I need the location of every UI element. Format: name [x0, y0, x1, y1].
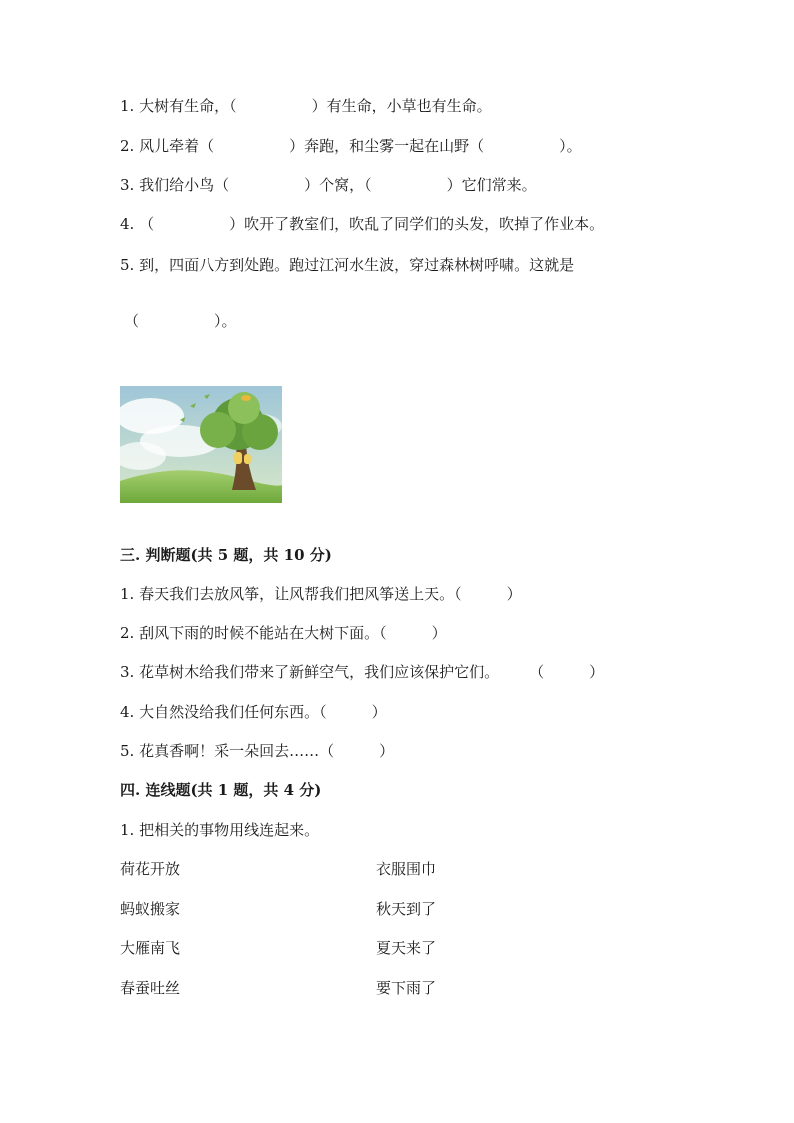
match-left-1: 荷花开放: [120, 860, 181, 878]
match-left-3: 大雁南飞: [120, 939, 181, 957]
match-right-4: 要下雨了: [376, 979, 437, 997]
match-instruction: 1. 把相关的事物用线连起来。: [120, 821, 320, 839]
fill-blank-4: 4. （ ）吹开了教室们，吹乱了同学们的头发，吹掉了作业本。: [120, 215, 605, 233]
judge-item-3: 3. 花草树木给我们带来了新鲜空气，我们应该保护它们。 （ ）: [120, 663, 605, 681]
judge-item-2: 2. 刮风下雨的时候不能站在大树下面。（ ）: [120, 624, 447, 642]
match-left-4: 春蚕吐丝: [120, 979, 181, 997]
fill-blank-1: 1. 大树有生命，（ ）有生命，小草也有生命。: [120, 97, 492, 115]
match-right-3: 夏天来了: [376, 939, 437, 957]
fill-blank-5-tail: （ ）。: [124, 312, 237, 330]
tree-illustration: [120, 386, 282, 503]
judge-item-4: 4. 大自然没给我们任何东西。（ ）: [120, 703, 387, 721]
judge-item-5: 5. 花真香啊！采一朵回去……（ ）: [120, 742, 395, 760]
section3-heading: 三. 判断题(共 5 题，共 10 分): [120, 546, 332, 564]
match-left-2: 蚂蚁搬家: [120, 900, 181, 918]
section4-heading: 四. 连线题(共 1 题，共 4 分): [120, 781, 322, 799]
judge-item-1: 1. 春天我们去放风筝，让风帮我们把风筝送上天。（ ）: [120, 585, 522, 603]
match-right-1: 衣服围巾: [376, 860, 437, 878]
match-right-2: 秋天到了: [376, 900, 437, 918]
fill-blank-3: 3. 我们给小鸟（ ）个窝，（ ）它们常来。: [120, 176, 537, 194]
fill-blank-2: 2. 风儿牵着（ ）奔跑，和尘雾一起在山野（ ）。: [120, 137, 582, 155]
fill-blank-5: 5. 到，四面八方到处跑。跑过江河水生波，穿过森林树呼啸。这就是: [120, 256, 575, 274]
